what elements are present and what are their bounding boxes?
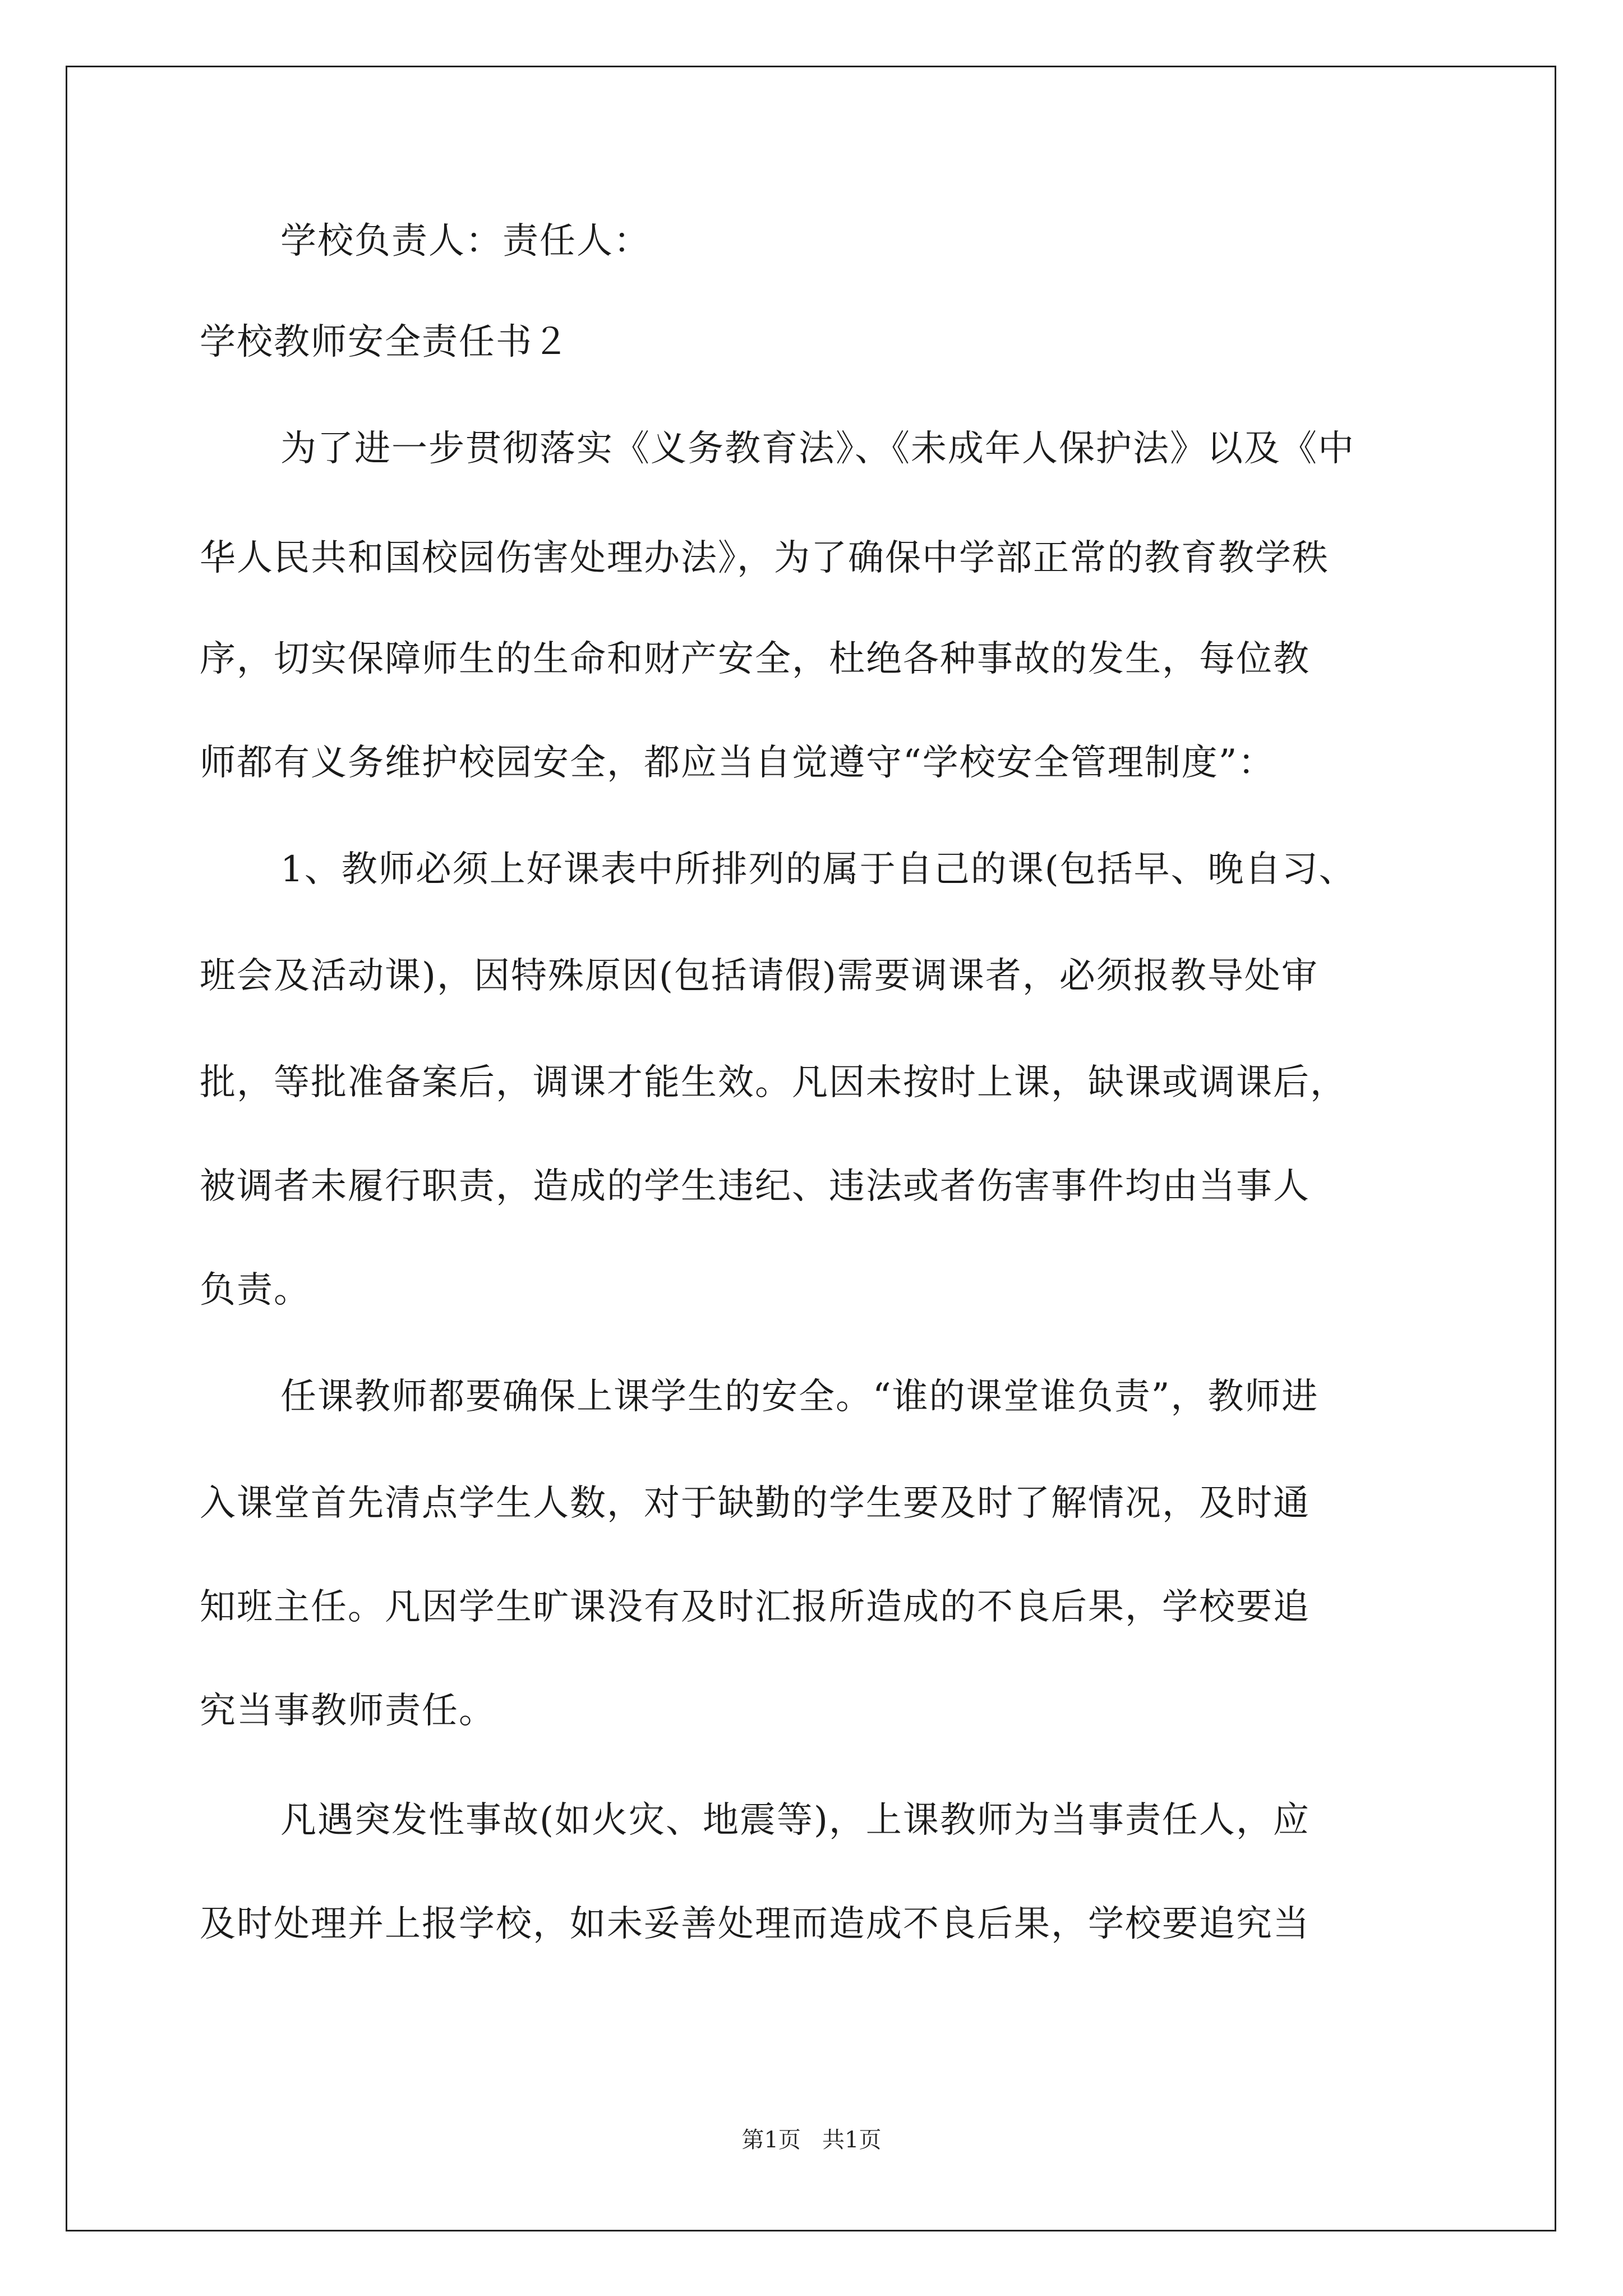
paragraph-line: 凡遇突发性事故(如火灾、地震等)，上课教师为当事责任人，应: [280, 1800, 1310, 1841]
paragraph-line: 为了进一步贯彻落实《义务教育法》、《未成年人保护法》以及《中: [280, 428, 1355, 470]
paragraph-line: 批，等批准备案后，调课才能生效。凡因未按时上课，缺课或调课后，: [200, 1062, 1347, 1103]
paragraph-line: 序，切实保障师生的生命和财产安全，杜绝各种事故的发生，每位教: [200, 638, 1310, 680]
paragraph-line: 班会及活动课)，因特殊原因(包括请假)需要调课者，必须报教导处审: [200, 955, 1318, 997]
paragraph-line: 华人民共和国校园伤害处理办法》，为了确保中学部正常的教育教学秩: [200, 537, 1329, 579]
section-title: 学校教师安全责任书２: [200, 321, 570, 363]
paragraph-line: 及时处理并上报学校，如未妥善处理而造成不良后果，学校要追究当: [200, 1903, 1310, 1945]
paragraph-line: 被调者未履行职责，造成的学生违纪、违法或者伤害事件均由当事人: [200, 1166, 1310, 1207]
paragraph-line: 1、教师必须上好课表中所排列的属于自己的课(包括早、晚自习、: [280, 849, 1356, 890]
page-footer: 第1页 共1页: [741, 2127, 882, 2153]
signature-line: 学校负责人：责任人：: [280, 220, 651, 262]
paragraph-line: 究当事教师责任。: [200, 1690, 496, 1732]
paragraph-line: 任课教师都要确保上课学生的安全。“谁的课堂谁负责”，教师进: [280, 1376, 1319, 1418]
paragraph-line: 师都有义务维护校园安全，都应当自觉遵守“学校安全管理制度”：: [200, 742, 1275, 784]
paragraph-line: 负责。: [200, 1269, 311, 1311]
paragraph-line: 入课堂首先清点学生人数，对于缺勤的学生要及时了解情况，及时通: [200, 1483, 1310, 1524]
paragraph-line: 知班主任。凡因学生旷课没有及时汇报所造成的不良后果，学校要追: [200, 1586, 1310, 1628]
